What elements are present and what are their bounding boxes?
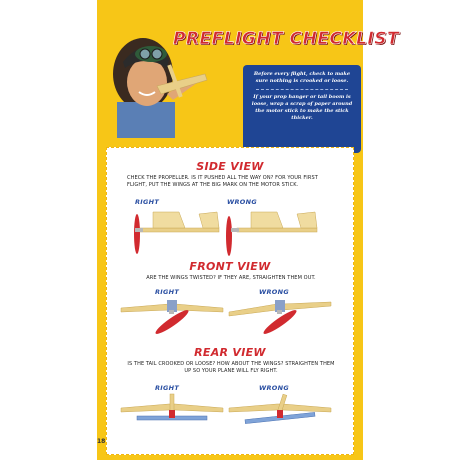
info-tip-2: If your prop hanger or tail boom is loose, wrap a scrap of paper around the motor stick to make the stick thicker. [251, 94, 353, 121]
info-tip-1: Before every flight, check to make sure nothing is crooked or loose. [253, 71, 351, 84]
side-view-right-label: RIGHT [135, 198, 160, 206]
front-view-wrong-figure [225, 294, 335, 344]
rear-view-right-label: RIGHT [155, 384, 180, 392]
rear-view-wrong-figure [225, 392, 335, 442]
side-view-wrong-figure [217, 204, 321, 260]
front-view-title: FRONT VIEW [189, 260, 271, 273]
front-view-wrong-label: WRONG [259, 288, 289, 296]
info-divider [256, 89, 348, 90]
page-number: 18 [97, 438, 106, 445]
front-view-text: ARE THE WINGS TWISTED? IF THEY ARE, STRAIGHTEN THEM OUT. [146, 275, 316, 281]
side-view-right-figure [127, 204, 223, 260]
front-view-right-figure [117, 294, 227, 344]
rear-view-wrong-label: WRONG [259, 384, 289, 392]
side-view-title: SIDE VIEW [196, 160, 264, 173]
front-view-right-label: RIGHT [155, 288, 180, 296]
side-view-text: CHECK THE PROPELLER. IS IT PUSHED ALL THE WAY ON? FOR YOUR FIRST FLIGHT, PUT THE WINGS AT THE BIG MARK ON THE MOTOR STICK. [127, 175, 318, 188]
rear-view-right-figure [117, 392, 227, 442]
rear-view-text: IS THE TAIL CROOKED OR LOOSE? HOW ABOUT THE WINGS? STRAIGHTEN THEM UP SO YOUR PLANE WILL FLY RIGHT. [127, 361, 335, 374]
info-box [243, 65, 361, 153]
page-title: PREFLIGHT CHECKLIST [173, 29, 400, 49]
book-page [97, 0, 400, 460]
checklist-panel [106, 147, 354, 455]
rear-view-title: REAR VIEW [194, 346, 266, 359]
side-view-wrong-label: WRONG [227, 198, 257, 206]
